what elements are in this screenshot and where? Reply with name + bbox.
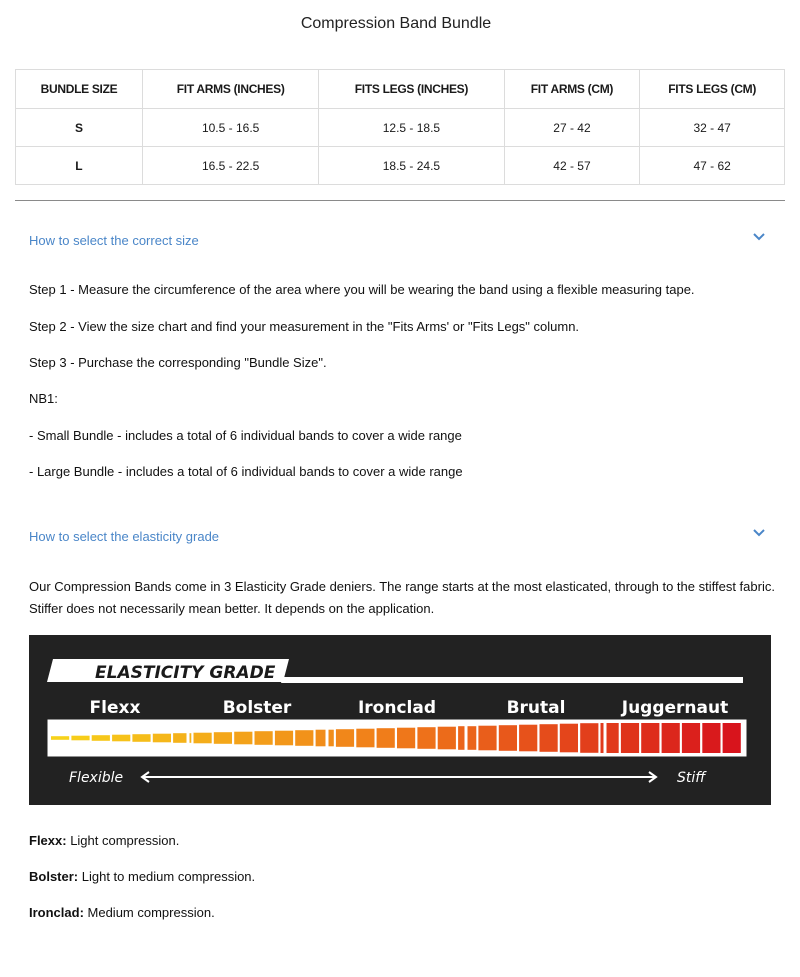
grade-text: Light compression. <box>66 833 180 848</box>
table-cell: 16.5 - 22.5 <box>142 147 318 185</box>
grade-bar-segment <box>519 725 537 752</box>
elasticity-grade-banner <box>29 635 771 805</box>
grade-bar-segment <box>92 735 110 741</box>
grade-name: Ironclad: <box>29 905 84 920</box>
table-cell: 18.5 - 24.5 <box>319 147 504 185</box>
grade-description-flexx <box>29 833 179 848</box>
step-2-text: Step 2 - View the size chart and find your measurement in the "Fits Arms' or "Fits Legs" column. <box>29 319 580 334</box>
grade-bar-segment <box>234 732 252 745</box>
grade-bar-segment <box>71 736 89 741</box>
grade-bar-segment <box>255 731 273 745</box>
table-cell: 47 - 62 <box>640 147 785 185</box>
grade-bar-segment <box>51 736 69 740</box>
grade-bar-segment <box>499 725 517 751</box>
grade-bar-segment <box>132 734 150 742</box>
grade-label-juggernaut: Juggernaut <box>621 698 729 718</box>
grade-description-ironclad <box>29 905 215 920</box>
accordion-elasticity-toggle[interactable]: How to select the elasticity grade <box>29 529 220 544</box>
grade-bar-segment <box>275 731 293 746</box>
size-chart-table <box>15 69 785 185</box>
grade-bar-segment <box>214 732 232 744</box>
grade-bar-segment <box>560 724 578 753</box>
table-cell: 27 - 42 <box>504 109 640 147</box>
grade-bar-segment <box>356 729 374 748</box>
column-header: FITS LEGS (CM) <box>640 70 785 109</box>
table-cell: 42 - 57 <box>504 147 640 185</box>
heading-text: ELASTICITY GRADE <box>95 663 276 683</box>
table-cell: 32 - 47 <box>640 109 785 147</box>
grade-bar-segment <box>438 727 456 750</box>
grade-bar-segment <box>702 723 720 753</box>
grade-bar-segment <box>112 735 130 742</box>
grade-bar-segment <box>601 723 619 753</box>
grade-bar-segment <box>316 730 334 747</box>
accordion-size-toggle[interactable]: How to select the correct size <box>29 233 199 248</box>
column-header: FIT ARMS (INCHES) <box>142 70 318 109</box>
grade-text: Light to medium compression. <box>78 869 256 884</box>
elasticity-intro-text: Our Compression Bands come in 3 Elasticity Grade deniers. The range starts at the most elasticated, through to the stiffest fabric. Stiffer does not necessarily mean better. It depends on the application. <box>29 579 775 616</box>
grade-name: Bolster: <box>29 869 79 884</box>
grade-bar-segment <box>377 728 395 748</box>
grade-bar-segment <box>194 733 212 744</box>
table-cell: 12.5 - 18.5 <box>319 109 504 147</box>
grade-name: Flexx: <box>29 833 67 848</box>
page-title: Compression Band Bundle <box>300 15 492 32</box>
grade-description-bolster <box>29 869 255 884</box>
small-bundle-text: - Small Bundle - includes a total of 6 individual bands to cover a wide range <box>29 428 462 443</box>
grade-bar-segment <box>723 723 741 753</box>
table-row <box>16 109 785 147</box>
nb-label: NB1: <box>29 391 58 406</box>
section-divider <box>15 200 785 201</box>
grade-bar-segment <box>295 730 313 746</box>
table-header-row <box>16 70 785 109</box>
grade-label-brutal: Brutal <box>506 698 566 718</box>
column-header: FIT ARMS (CM) <box>504 70 640 109</box>
grade-bar-segment <box>478 726 496 751</box>
elasticity-graphic <box>29 635 771 805</box>
grade-bar-segment <box>621 723 639 753</box>
grade-bar-segment <box>397 728 415 749</box>
grade-text: Medium compression. <box>83 905 215 920</box>
grade-bar-segment <box>336 729 354 747</box>
step-1-text: Step 1 - Measure the circumference of the area where you will be wearing the band using a flexible measuring tape. <box>29 282 695 297</box>
table-cell: L <box>16 147 143 185</box>
grade-bar-segment <box>540 724 558 752</box>
column-header: BUNDLE SIZE <box>16 70 143 109</box>
column-header: FITS LEGS (INCHES) <box>319 70 504 109</box>
grade-label-ironclad: Ironclad <box>357 698 437 718</box>
step-3-text: Step 3 - Purchase the corresponding "Bundle Size". <box>29 355 327 370</box>
table-cell: 10.5 - 16.5 <box>142 109 318 147</box>
heading-underline <box>281 677 743 683</box>
scale-stiff-label: Stiff <box>677 770 706 786</box>
grade-label-flexx: Flexx <box>89 698 141 718</box>
grade-bar-segment <box>682 723 700 753</box>
table-cell: S <box>16 109 143 147</box>
chevron-down-icon[interactable] <box>751 231 767 243</box>
scale-flexible-label: Flexible <box>69 770 124 786</box>
grade-label-bolster: Bolster <box>222 698 292 718</box>
chevron-down-icon[interactable] <box>751 527 767 539</box>
grade-bar-segment <box>641 723 659 753</box>
grade-bar-segment <box>580 723 598 753</box>
grade-bar-segment <box>417 727 435 749</box>
grade-bar-segment <box>662 723 680 753</box>
large-bundle-text: - Large Bundle - includes a total of 6 individual bands to cover a wide range <box>29 464 463 479</box>
table-row <box>16 147 785 185</box>
grade-bar-segment <box>153 734 171 743</box>
